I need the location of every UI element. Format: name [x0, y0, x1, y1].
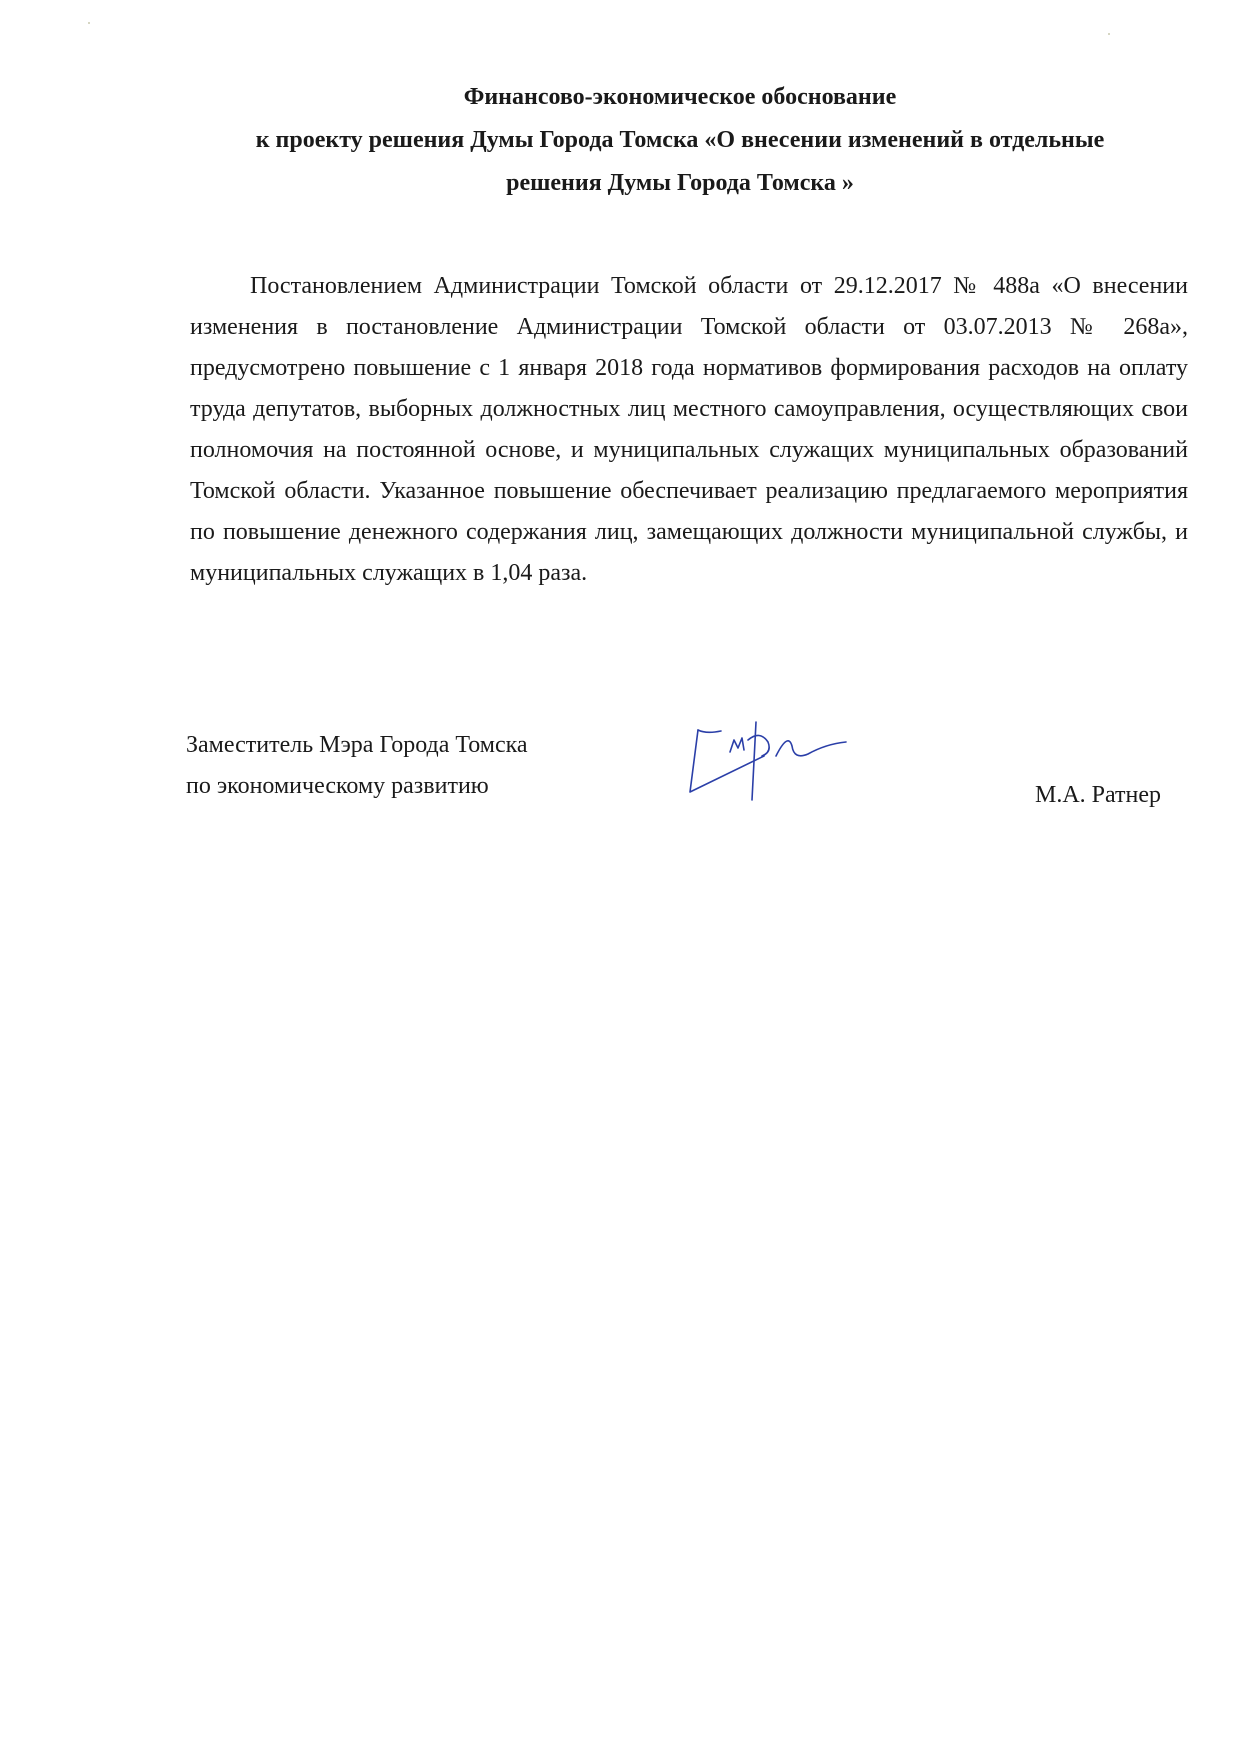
- document-title: [180, 76, 1180, 205]
- scan-speck: [1108, 33, 1110, 35]
- body-paragraph: Постановлением Администрации Томской области от 29.12.2017 № 488а «О внесении изменения в постановление Администрации Томской области от 03.07.2013 № 268а», предусмотрено повышение с 1 января 2018 года нормативов формирования расходов на оплату труда депутатов, выборных должностных лиц местного самоуправления, осуществляющих свои полномочия на постоянной основе, и муниципальных служащих муниципальных образований Томской области. Указанное повышение обеспечивает реализацию предлагаемого мероприятия по повышение денежного содержания лиц, замещающих должности муниципальной службы, и муниципальных служащих в 1,04 раза.: [190, 273, 1188, 586]
- handwritten-signature: [676, 710, 876, 810]
- title-line-3: решения Думы Города Томска »: [506, 170, 854, 196]
- scan-speck: [88, 22, 90, 24]
- title-line-1: Финансово-экономическое обоснование: [463, 84, 897, 110]
- signer-position-line-2: по экономическому развитию: [186, 773, 489, 799]
- title-line-2: к проекту решения Думы Города Томска «О внесении изменений в отдельные: [255, 127, 1105, 153]
- signer-position: [186, 725, 528, 807]
- signer-name: М.А. Ратнер: [1035, 782, 1162, 808]
- signer-position-line-1: Заместитель Мэра Города Томска: [186, 732, 528, 758]
